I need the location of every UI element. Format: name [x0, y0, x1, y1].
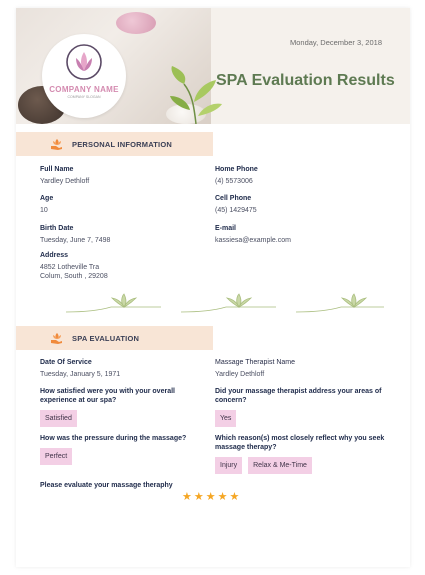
company-name: COMPANY NAME [49, 85, 119, 94]
home-phone-field [215, 165, 385, 186]
field-value: kassiesa@example.com [215, 237, 291, 244]
question-reasons [215, 434, 395, 474]
field-label: Home Phone [215, 166, 258, 173]
lotus-logo-icon [66, 44, 102, 80]
lotus-icon [181, 294, 276, 312]
field-label: Birth Date [40, 225, 74, 232]
hand-lotus-icon [50, 138, 63, 150]
field-value: (4) 5573006 [215, 178, 253, 185]
question-concern-addressed [215, 387, 390, 427]
company-slogan: COMPANY SLOGAN [67, 95, 101, 99]
field-label: Address [40, 252, 69, 259]
field-label: Cell Phone [215, 195, 252, 202]
question-text: Please evaluate your massage theraphy [40, 482, 173, 489]
field-value: Tuesday, January 5, 1971 [40, 371, 121, 378]
address-line-1: 4852 Lotheville Tra [40, 264, 100, 271]
spa-candle-image [116, 12, 156, 34]
company-logo [42, 34, 126, 118]
answer-chip: Perfect [40, 448, 72, 465]
section-title: PERSONAL INFORMATION [72, 140, 172, 149]
date-of-service-field [40, 358, 210, 379]
star-icon: ★ [182, 490, 192, 503]
address-line-2: Colum, South , 29208 [40, 273, 108, 280]
answer-chip: Injury [215, 457, 242, 474]
field-value: Tuesday, June 7, 7498 [40, 237, 111, 244]
field-label: Age [40, 195, 54, 202]
section-title: SPA EVALUATION [72, 334, 140, 343]
answer-chip: Satisfied [40, 410, 77, 427]
question-satisfaction [40, 387, 190, 427]
evaluation-document [16, 8, 410, 567]
field-value: 10 [40, 207, 48, 214]
question-text: How satisfied were you with your overall experience at our spa? [40, 388, 175, 404]
full-name-field [40, 165, 210, 186]
birth-date-field [40, 224, 210, 245]
question-text: Did your massage therapist address your areas of concern? [215, 388, 382, 404]
section-personal-information [16, 132, 213, 156]
age-field [40, 194, 210, 215]
star-icon: ★ [205, 490, 216, 503]
star-icon: ★ [229, 490, 240, 503]
lotus-divider [56, 290, 386, 314]
field-label: Date Of Service [40, 359, 92, 366]
section-spa-evaluation [16, 326, 213, 350]
star-icon: ★ [193, 490, 204, 503]
field-value: (45) 1429475 [215, 207, 257, 214]
answer-chip: Relax & Me-Time [248, 457, 312, 474]
lotus-icon [66, 294, 161, 312]
question-rating [40, 481, 240, 490]
field-label: Full Name [40, 166, 74, 173]
question-text: Which reason(s) most closely reflect why you seek massage therapy? [215, 435, 385, 451]
email-field [215, 224, 385, 245]
field-label: Massage Therapist Name [215, 359, 296, 366]
field-label: E-mail [215, 225, 237, 232]
hand-lotus-icon [50, 332, 63, 344]
report-date: Monday, December 3, 2018 [290, 38, 382, 47]
cell-phone-field [215, 194, 385, 215]
therapist-name-field [215, 358, 385, 379]
page-title: SPA Evaluation Results [216, 72, 395, 89]
star-icon: ★ [217, 490, 228, 503]
question-text: How was the pressure during the massage? [40, 435, 187, 442]
address-field [40, 251, 210, 281]
header-banner [16, 8, 410, 124]
field-value: Yardley Dethloff [40, 178, 90, 185]
field-value: Yardley Dethloff [215, 371, 265, 378]
question-pressure [40, 434, 210, 465]
star-rating [182, 491, 239, 502]
lotus-icon [296, 294, 384, 312]
answer-chip: Yes [215, 410, 236, 427]
